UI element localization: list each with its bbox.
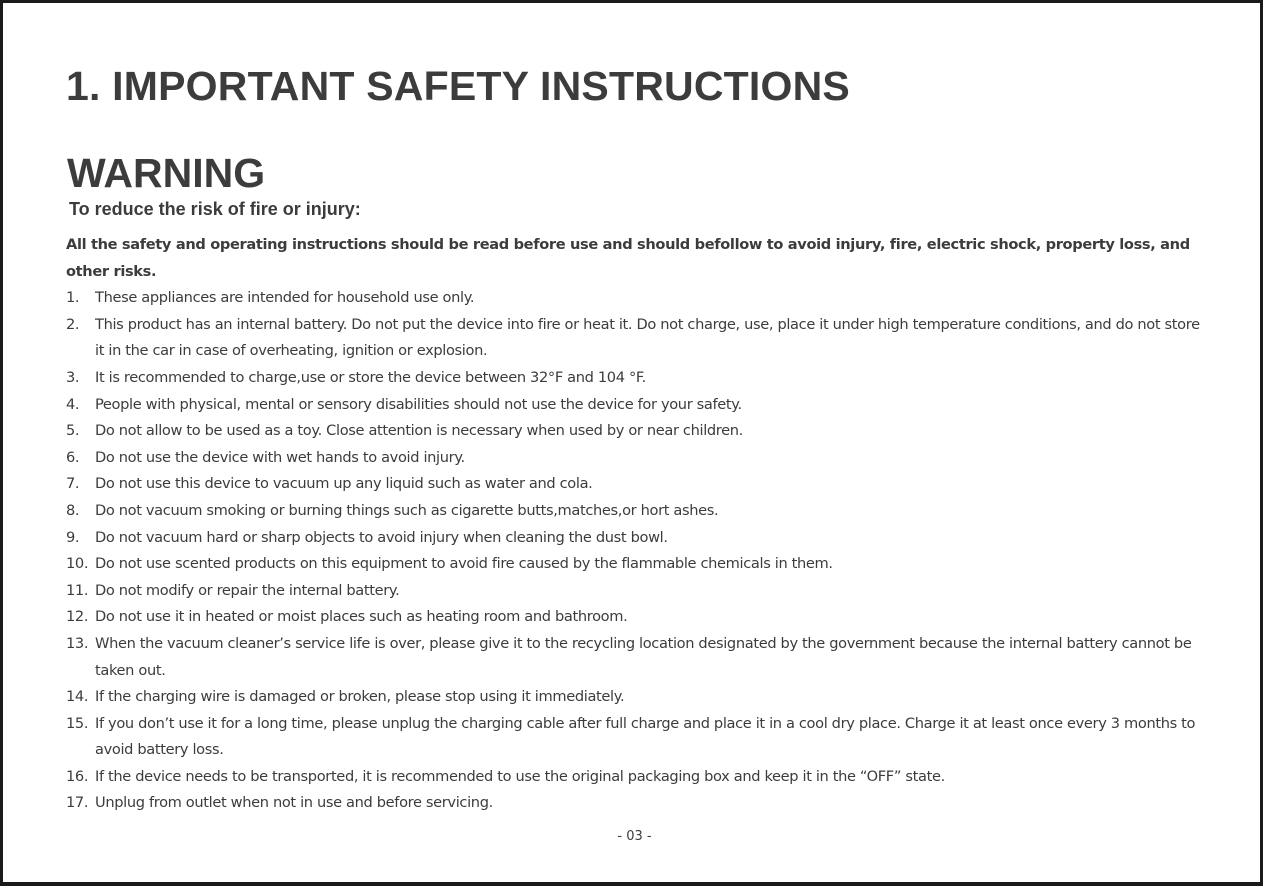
list-item-text: Do not vacuum smoking or burning things such as cigarette butts,matches,or hort ashes. — [95, 501, 719, 519]
instructions-body — [66, 232, 1204, 817]
list-item-number: 14. — [66, 688, 89, 706]
warning-heading: WARNING — [67, 150, 266, 196]
list-item-text: Do not use it in heated or moist places such as heating room and bathroom. — [95, 608, 628, 626]
list-item-number: 12. — [66, 608, 89, 626]
list-item — [66, 631, 1204, 684]
list-item-number: 6. — [66, 448, 80, 466]
list-item — [66, 471, 1204, 498]
list-item-number: 10. — [66, 555, 89, 573]
list-item-text: Do not modify or repair the internal battery. — [95, 581, 400, 599]
list-item-number: 7. — [66, 475, 80, 493]
list-item-text: Do not use the device with wet hands to avoid injury. — [95, 448, 465, 466]
list-item — [66, 312, 1204, 365]
warning-subheading: To reduce the risk of fire or injury: — [69, 199, 361, 219]
list-item — [66, 418, 1204, 445]
list-item-number: 17. — [66, 794, 89, 812]
list-item-text: Unplug from outlet when not in use and before servicing. — [95, 794, 493, 812]
list-item-number: 1. — [66, 289, 80, 307]
list-item-number: 9. — [66, 528, 80, 546]
list-item-text: Do not use scented products on this equipment to avoid fire caused by the flammable chemicals in them. — [95, 555, 833, 573]
list-item-number: 8. — [66, 501, 80, 519]
list-item-text: These appliances are intended for household use only. — [95, 289, 475, 307]
list-item-number: 15. — [66, 714, 89, 732]
list-item-number: 5. — [66, 422, 80, 440]
list-item — [66, 764, 1204, 791]
list-item-text: Do not allow to be used as a toy. Close attention is necessary when used by or near children. — [95, 422, 743, 440]
intro-paragraph: All the safety and operating instructions should be read before use and should befollow to avoid injury, fire, electric shock, property loss, and other risks. — [66, 236, 1190, 280]
list-item-text: When the vacuum cleaner’s service life is over, please give it to the recycling location designated by the government because the internal battery cannot be taken out. — [95, 634, 1192, 679]
list-item-text: If the device needs to be transported, it is recommended to use the original packaging box and keep it in the “OFF” state. — [95, 767, 945, 785]
list-item-number: 2. — [66, 315, 80, 333]
list-item-text: Do not use this device to vacuum up any liquid such as water and cola. — [95, 475, 593, 493]
list-item-text: It is recommended to charge,use or store the device between 32°F and 104 °F. — [95, 368, 646, 386]
list-item — [66, 551, 1204, 578]
safety-instructions-list — [66, 285, 1204, 817]
list-item — [66, 578, 1204, 605]
list-item — [66, 790, 1204, 817]
list-item — [66, 365, 1204, 392]
list-item-text: People with physical, mental or sensory disabilities should not use the device for your safety. — [95, 395, 742, 413]
list-item-text: If you don’t use it for a long time, please unplug the charging cable after full charge and place it in a cool dry place. Charge it at least once every 3 months to avoid battery loss. — [95, 714, 1196, 759]
list-item — [66, 711, 1204, 764]
list-item-number: 11. — [66, 581, 89, 599]
list-item — [66, 392, 1204, 419]
list-item-text: If the charging wire is damaged or broken, please stop using it immediately. — [95, 688, 625, 706]
list-item — [66, 684, 1204, 711]
section-title: 1. IMPORTANT SAFETY INSTRUCTIONS — [66, 63, 850, 109]
list-item — [66, 285, 1204, 312]
list-item-number: 4. — [66, 395, 80, 413]
list-item-text: Do not vacuum hard or sharp objects to avoid injury when cleaning the dust bowl. — [95, 528, 668, 546]
list-item-number: 16. — [66, 767, 89, 785]
list-item-number: 3. — [66, 368, 80, 386]
page-number: - 03 - — [617, 829, 652, 844]
list-item — [66, 525, 1204, 552]
list-item — [66, 445, 1204, 472]
list-item — [66, 604, 1204, 631]
list-item-text: This product has an internal battery. Do not put the device into fire or heat it. Do not charge, use, place it under high temperature conditions, and do not store it in the car in case of overheating, ignition or explosion. — [95, 315, 1200, 360]
list-item-number: 13. — [66, 634, 89, 652]
list-item — [66, 498, 1204, 525]
